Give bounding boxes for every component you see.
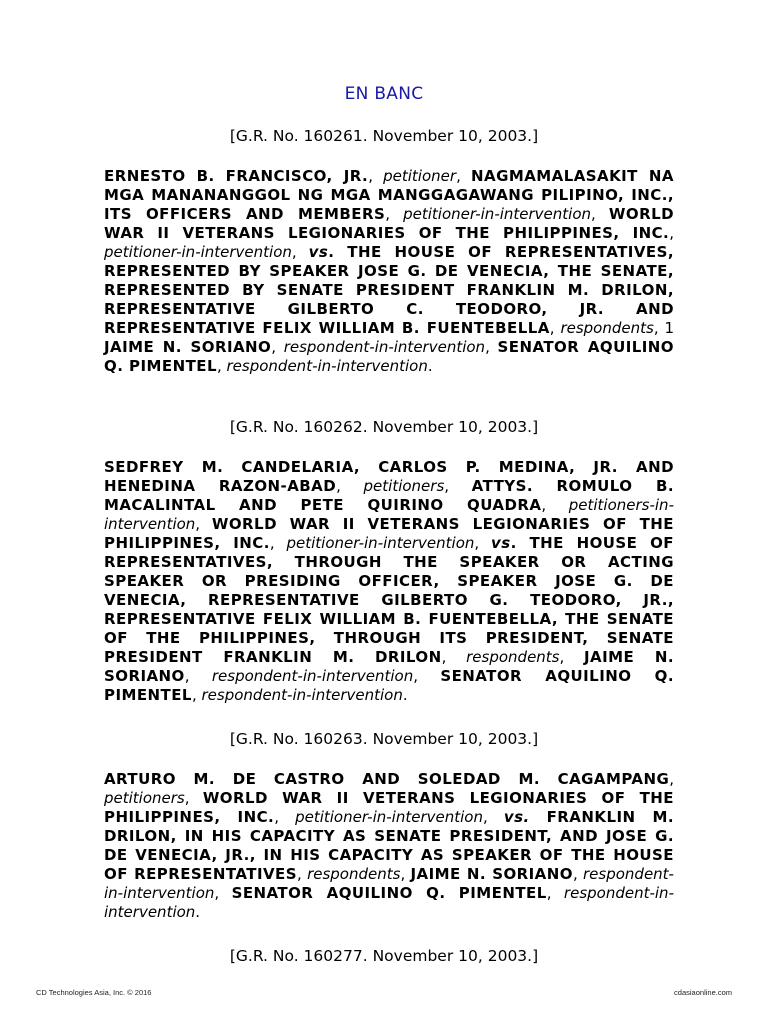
party-name: JAIME N. SORIANO <box>104 338 272 356</box>
caption-text: , <box>368 167 384 185</box>
party-name: JAIME N. SORIANO <box>410 865 573 883</box>
party-role: petitioners-in-intervention <box>104 496 674 533</box>
party-role: respondent-in-intervention <box>283 338 486 356</box>
caption-text: , <box>441 648 467 666</box>
party-role: respondents <box>466 648 560 666</box>
party-role: petitioner <box>383 167 457 185</box>
caption-text: , <box>669 224 674 242</box>
caption-text: , <box>541 496 569 514</box>
caption-text: , <box>291 243 309 261</box>
party-role: petitioners <box>363 477 445 495</box>
party-role: petitioner-in-intervention <box>104 243 292 261</box>
case-caption-2 <box>104 458 674 705</box>
caption-text: , <box>444 477 472 495</box>
caption-text: , <box>482 808 504 826</box>
caption-text: , <box>336 477 364 495</box>
party-role: petitioners <box>104 789 185 807</box>
party-name: SEDFREY M. CANDELARIA, CARLOS P. MEDINA, JR. AND HENEDINA RAZON-ABAD <box>104 458 674 495</box>
caption-text: , <box>669 770 674 788</box>
party-name: SENATOR AQUILINO Q. PIMENTEL <box>104 338 674 375</box>
caption-text: , <box>184 789 203 807</box>
party-role: respondent-in-intervention <box>211 667 414 685</box>
caption-text: , <box>297 865 308 883</box>
party-name: SENATOR AQUILINO Q. PIMENTEL <box>104 667 674 704</box>
party-name: WORLD WAR II VETERANS LEGIONARIES OF THE PHILIPPINES, INC. <box>104 205 675 242</box>
party-name: WORLD WAR II VETERANS LEGIONARIES OF THE PHILIPPINES, INC. <box>104 515 674 552</box>
party-role: respondent-in-intervention <box>201 686 403 704</box>
party-name: WORLD WAR II VETERANS LEGIONARIES OF THE PHILIPPINES, INC. <box>104 789 674 826</box>
caption-text: , <box>474 534 491 552</box>
caption-text: , <box>413 667 441 685</box>
case-number-1: [G.R. No. 160261. November 10, 2003.] <box>229 127 539 145</box>
caption-text: , <box>546 884 564 902</box>
caption-text: , 1 <box>653 319 674 337</box>
party-name: JAIME N. SORIANO <box>104 648 674 685</box>
caption-text: , <box>591 205 609 223</box>
party-name: FRANKLIN M. DRILON, IN HIS CAPACITY AS SENATE PRESIDENT, AND JOSE G. DE VENECIA, JR., IN HIS CAPACITY AS SPEAKER OF THE HOUSE OF REPRESENTATIVES <box>104 808 675 883</box>
party-name: . THE HOUSE OF REPRESENTATIVES, THROUGH THE SPEAKER OR ACTING SPEAKER OR PRESIDING OFFICER, SPEAKER JOSE G. DE VENECIA, REPRESENTATIVE GILBERTO G. TEODORO, JR., REPRESENTATIVE FELIX WILLIAM B. FUENTEBELLA, THE SENATE OF THE PHILIPPINES, THROUGH ITS PRESIDENT, SENATE PRESIDENT FRANKLIN M. DRILON <box>104 534 674 666</box>
caption-text: , <box>216 357 227 375</box>
footer-website: cdasiaonline.com <box>674 988 732 997</box>
caption-text: , <box>385 205 404 223</box>
caption-text: , <box>274 808 296 826</box>
party-name: vs. <box>503 808 530 826</box>
caption-text: , <box>572 865 583 883</box>
caption-text: , <box>559 648 584 666</box>
party-role: petitioner-in-intervention <box>286 534 475 552</box>
caption-text: , <box>400 865 411 883</box>
footer-copyright: CD Technologies Asia, Inc. © 2016 <box>36 988 152 997</box>
case-number-2: [G.R. No. 160262. November 10, 2003.] <box>229 418 539 436</box>
party-name: ATTYS. ROMULO B. MACALINTAL AND PETE QUIRINO QUADRA <box>104 477 674 514</box>
party-role: petitioner-in-intervention <box>295 808 483 826</box>
party-name: NAGMAMALASAKIT NA MGA MANANANGGOL NG MGA MANGGAGAWANG PILIPINO, INC., ITS OFFICERS AND MEMBERS <box>104 167 674 223</box>
caption-text: , <box>485 338 498 356</box>
caption-text: , <box>271 338 284 356</box>
case-caption-1 <box>104 167 674 376</box>
caption-text: . <box>427 357 433 375</box>
court-division-heading: EN BANC <box>344 84 424 104</box>
party-role: petitioner-in-intervention <box>403 205 592 223</box>
party-name: vs <box>308 243 329 261</box>
case-number-3: [G.R. No. 160263. November 10, 2003.] <box>229 730 539 748</box>
party-role: respondent-in-intervention <box>104 865 674 902</box>
party-name: SENATOR AQUILINO Q. PIMENTEL <box>231 884 547 902</box>
caption-text: . <box>195 903 201 921</box>
party-name: ERNESTO B. FRANCISCO, JR. <box>104 167 369 185</box>
party-role: respondent-in-intervention <box>226 357 428 375</box>
case-number-4: [G.R. No. 160277. November 10, 2003.] <box>229 947 539 965</box>
caption-text: , <box>269 534 287 552</box>
party-name: ARTURO M. DE CASTRO AND SOLEDAD M. CAGAMPANG <box>104 770 670 788</box>
case-caption-3 <box>104 770 674 922</box>
caption-text: , <box>549 319 561 337</box>
party-name: . THE HOUSE OF REPRESENTATIVES, REPRESENTED BY SPEAKER JOSE G. DE VENECIA, THE SENATE, REPRESENTED BY SENATE PRESIDENT FRANKLIN M. DRILON, REPRESENTATIVE GILBERTO C. TEODORO, JR. AND REPRESENTATIVE FELIX WILLIAM B. FUENTEBELLA <box>104 243 674 337</box>
caption-text: , <box>184 667 212 685</box>
party-name: vs <box>491 534 511 552</box>
party-role: respondents <box>560 319 654 337</box>
caption-text: , <box>456 167 471 185</box>
caption-text: , <box>195 515 212 533</box>
caption-text: . <box>402 686 408 704</box>
caption-text: , <box>191 686 202 704</box>
party-role: respondent-in-intervention <box>104 884 674 921</box>
caption-text: , <box>214 884 232 902</box>
party-role: respondents <box>307 865 401 883</box>
